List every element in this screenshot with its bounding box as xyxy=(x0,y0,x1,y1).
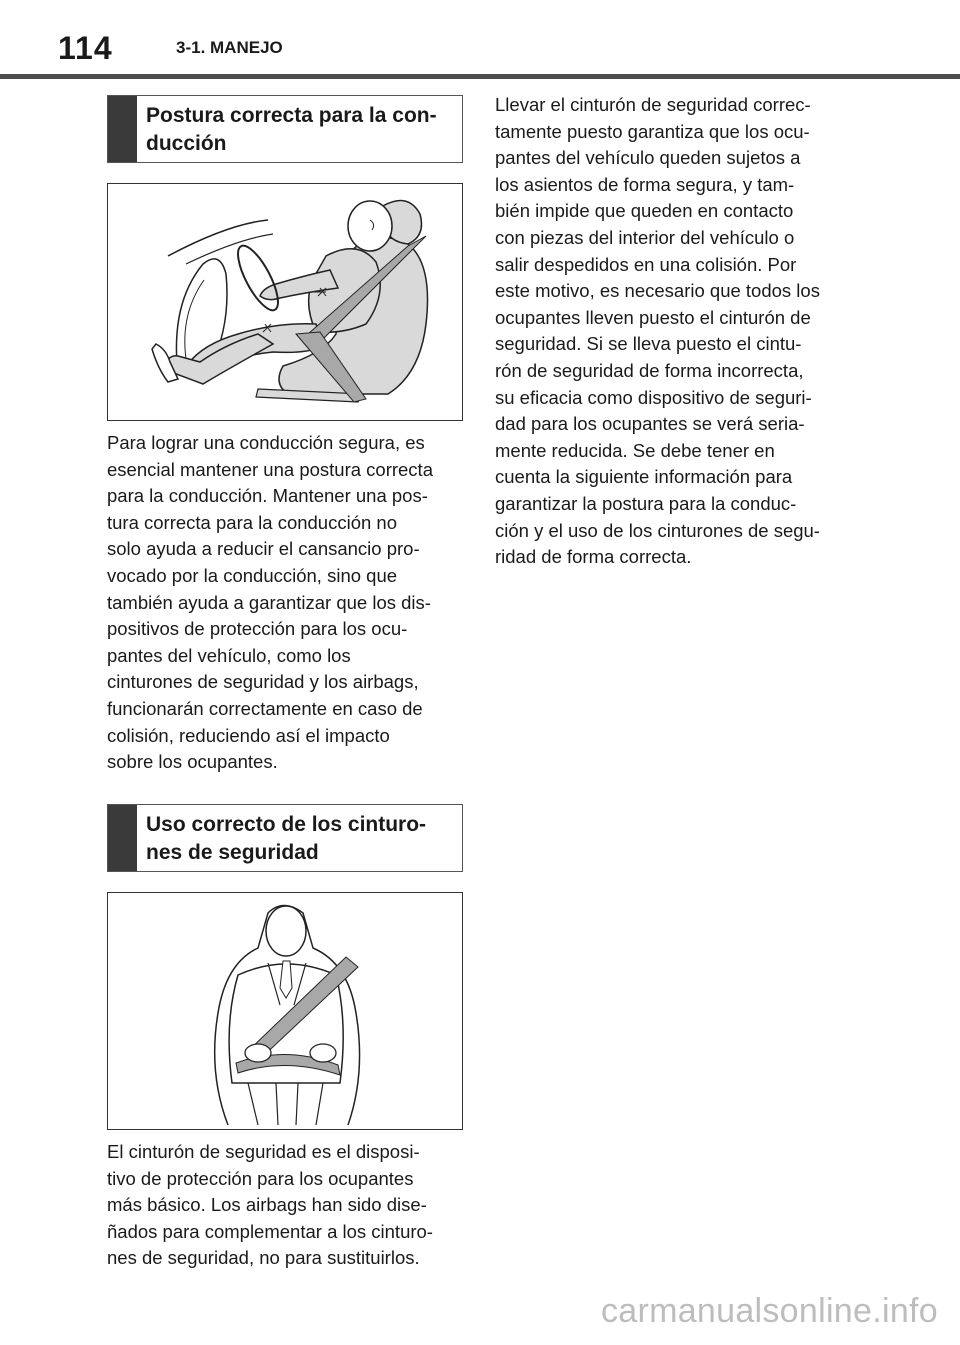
posture-paragraph: Para lograr una conducción segura, es esencial mantener una postura correcta para la conducción. Mantener una pos- tura correcta para la conducción no solo ayuda a reducir el cansancio pro- vocado por la conducción, sino que también ayuda a garantizar que los dis- positivos de protección para los ocu- pantes del vehículo, como los cinturones de seguridad y los airbags, funcionarán correctamente en caso de colisión, reduciendo así el impacto sobre los ocupantes. xyxy=(107,432,433,773)
heading-seatbelt-text: Uso correcto de los cinturo- nes de seguridad xyxy=(146,813,427,864)
section-label: 3-1. MANEJO xyxy=(176,38,283,57)
driving-posture-figure xyxy=(107,183,463,421)
right-column-paragraph: Llevar el cinturón de seguridad correc- tamente puesto garantiza que los ocu- pantes del vehículo queden sujetos a los asientos de forma segura, y tam- bién impide que queden en contacto con piezas del interior del vehículo o salir despedidos en una colisión. Por este motivo, es necesario que todos los ocupantes lleven puesto el cinturón de seguridad. Si se lleva puesto el cintu- rón de seguridad de forma incorrecta, su eficacia como dispositivo de seguri- dad para los ocupantes se verá seria- mente reducida. Se debe tener en cuenta la siguiente información para garantizar la postura para la conduc- ción y el uso de los cinturones de segu- ridad de forma correcta. xyxy=(495,94,820,568)
heading-bar xyxy=(108,805,137,871)
heading-posture-text: Postura correcta para la con- ducción xyxy=(146,104,437,155)
seatbelt-front-view-illustration-icon xyxy=(108,893,461,1128)
header-rule xyxy=(0,74,960,79)
seatbelt-figure xyxy=(107,892,463,1130)
page-number: 114 xyxy=(58,30,113,66)
heading-seatbelt xyxy=(107,804,463,872)
driving-posture-illustration-icon xyxy=(108,184,461,419)
heading-posture xyxy=(107,95,463,163)
seatbelt-paragraph: El cinturón de seguridad es el disposi- tivo de protección para los ocupantes más básico. Los airbags han sido dise- ñados para complementar a los cinturo- nes de seguridad, no para sustituirlos. xyxy=(107,1141,433,1269)
heading-bar xyxy=(108,96,137,162)
page-header xyxy=(0,0,960,80)
watermark: carmanualsonline.info xyxy=(600,1292,938,1330)
